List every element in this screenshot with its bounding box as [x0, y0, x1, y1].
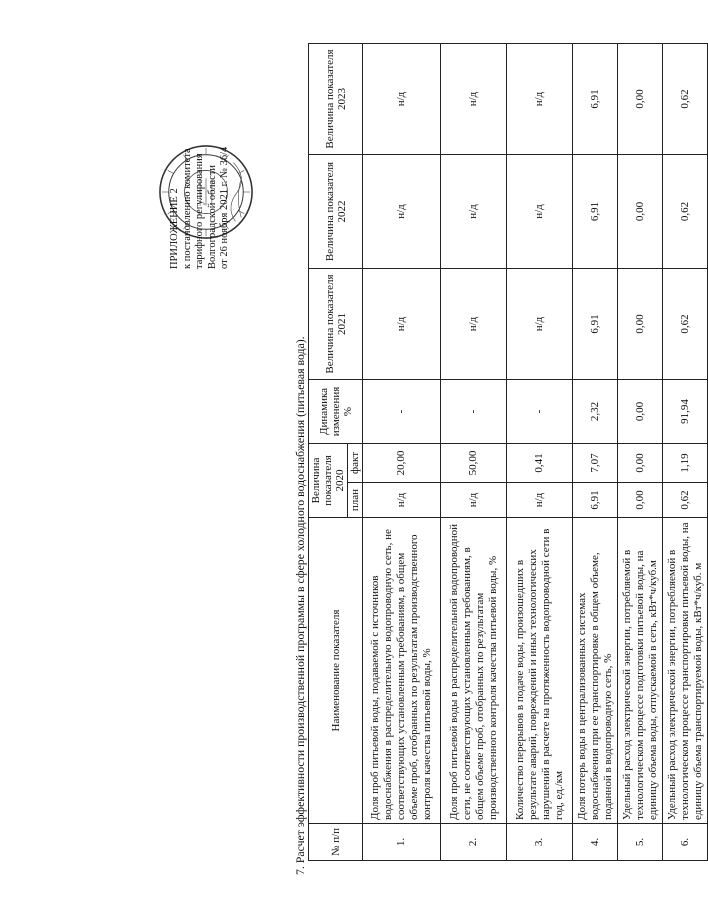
- row-name: Доля проб питьевой воды в распределительной водопроводной сети, не соответствующих установленным требованиям, в общем объеме проб, отобранных по результатам производственного контроля качества питьевой воды, %: [441, 518, 507, 824]
- row-name: Количество перерывов в подаче воды, произошедших в результате аварий, повреждений и иных технологических нарушений в расчете на протяженность водопроводной сети в год, ед./км: [507, 518, 573, 824]
- row-2021: 6,91: [573, 268, 618, 379]
- header-fact: факт: [348, 443, 363, 482]
- header-2022: Величина показателя 2022: [309, 154, 363, 268]
- appendix-line: Волгоградской области: [206, 164, 218, 269]
- row-plan: 0,00: [618, 483, 663, 518]
- appendix-date: от 26 ноября 2021 г. № 36/4: [219, 146, 230, 269]
- row-plan: 0,62: [663, 483, 708, 518]
- row-num: 4.: [573, 824, 618, 861]
- row-2023: н/д: [507, 43, 573, 154]
- row-name: Доля потерь воды в централизованных системах водоснабжения при ее транспортировке в общем объеме, поданной в водопроводную сеть, %: [573, 518, 618, 824]
- header-2020: Величина показателя 2020: [309, 443, 348, 517]
- appendix-line: к постановлению комитета: [181, 148, 193, 269]
- appendix-block: [169, 34, 232, 269]
- row-2022: 0,62: [663, 154, 708, 268]
- row-dynamics: -: [441, 379, 507, 443]
- row-fact: 50,00: [441, 443, 507, 482]
- row-2022: 6,91: [573, 154, 618, 268]
- row-2021: н/д: [363, 268, 441, 379]
- row-plan: 6,91: [573, 483, 618, 518]
- row-num: 2.: [441, 824, 507, 861]
- row-name: Удельный расход электрической энергии, потребляемой в технологическом процессе подготовки питьевой воды, на единицу объема воды, отпускаемой в сеть, кВт*ч/куб.м: [618, 518, 663, 824]
- table-row: [507, 43, 573, 860]
- row-2021: 0,00: [618, 268, 663, 379]
- row-fact: 0,41: [507, 443, 573, 482]
- row-2022: н/д: [363, 154, 441, 268]
- header-plan: план: [348, 483, 363, 518]
- row-num: 6.: [663, 824, 708, 861]
- appendix-heading: ПРИЛОЖЕНИЕ 2: [169, 188, 180, 269]
- row-fact: 7,07: [573, 443, 618, 482]
- section-title: 7. Расчет эффективности производственной программы в сфере холодного водоснабжения (питьевая вода).: [293, 336, 307, 875]
- rotated-page: [165, 30, 704, 875]
- row-2022: н/д: [507, 154, 573, 268]
- indicators-table: [308, 43, 708, 861]
- table-row: [663, 43, 708, 860]
- row-plan: н/д: [441, 483, 507, 518]
- row-2023: 0,00: [618, 43, 663, 154]
- row-fact: 20,00: [363, 443, 441, 482]
- table-row: [573, 43, 618, 860]
- row-plan: н/д: [363, 483, 441, 518]
- row-dynamics: -: [507, 379, 573, 443]
- header-dynamics: Динамика изменения %: [309, 379, 363, 443]
- row-dynamics: -: [363, 379, 441, 443]
- row-dynamics: 0,00: [618, 379, 663, 443]
- row-dynamics: 91,94: [663, 379, 708, 443]
- row-2021: 0,62: [663, 268, 708, 379]
- table-row: [441, 43, 507, 860]
- table-row: [618, 43, 663, 860]
- row-num: 5.: [618, 824, 663, 861]
- row-2023: 0,62: [663, 43, 708, 154]
- row-name: Доля проб питьевой воды, подаваемой с источников водоснабжения в распределительную водопроводную сеть, не соответствующих установленным требованиям, в общем объеме проб, отобранных по результатам производственного контроля качества питьевой воды, %: [363, 518, 441, 824]
- row-fact: 0,00: [618, 443, 663, 482]
- header-num: № п/п: [309, 824, 363, 861]
- row-num: 3.: [507, 824, 573, 861]
- row-2021: н/д: [441, 268, 507, 379]
- row-dynamics: 2,32: [573, 379, 618, 443]
- row-2023: н/д: [363, 43, 441, 154]
- row-2022: 0,00: [618, 154, 663, 268]
- row-2023: н/д: [441, 43, 507, 154]
- table-row: [363, 43, 441, 860]
- row-name: Удельный расход электрической энергии, потребляемой в технологическом процессе транспортировки питьевой воды, на единицу объема транспортируемой воды, кВт*ч/куб. м: [663, 518, 708, 824]
- row-2023: 6,91: [573, 43, 618, 154]
- row-fact: 1,19: [663, 443, 708, 482]
- row-2022: н/д: [441, 154, 507, 268]
- row-plan: н/д: [507, 483, 573, 518]
- header-2021: Величина показателя 2021: [309, 268, 363, 379]
- appendix-line: тарифного регулирования: [194, 153, 205, 269]
- row-num: 1.: [363, 824, 441, 861]
- header-2023: Величина показателя 2023: [309, 43, 363, 154]
- row-2021: н/д: [507, 268, 573, 379]
- header-name: Наименование показателя: [309, 518, 363, 824]
